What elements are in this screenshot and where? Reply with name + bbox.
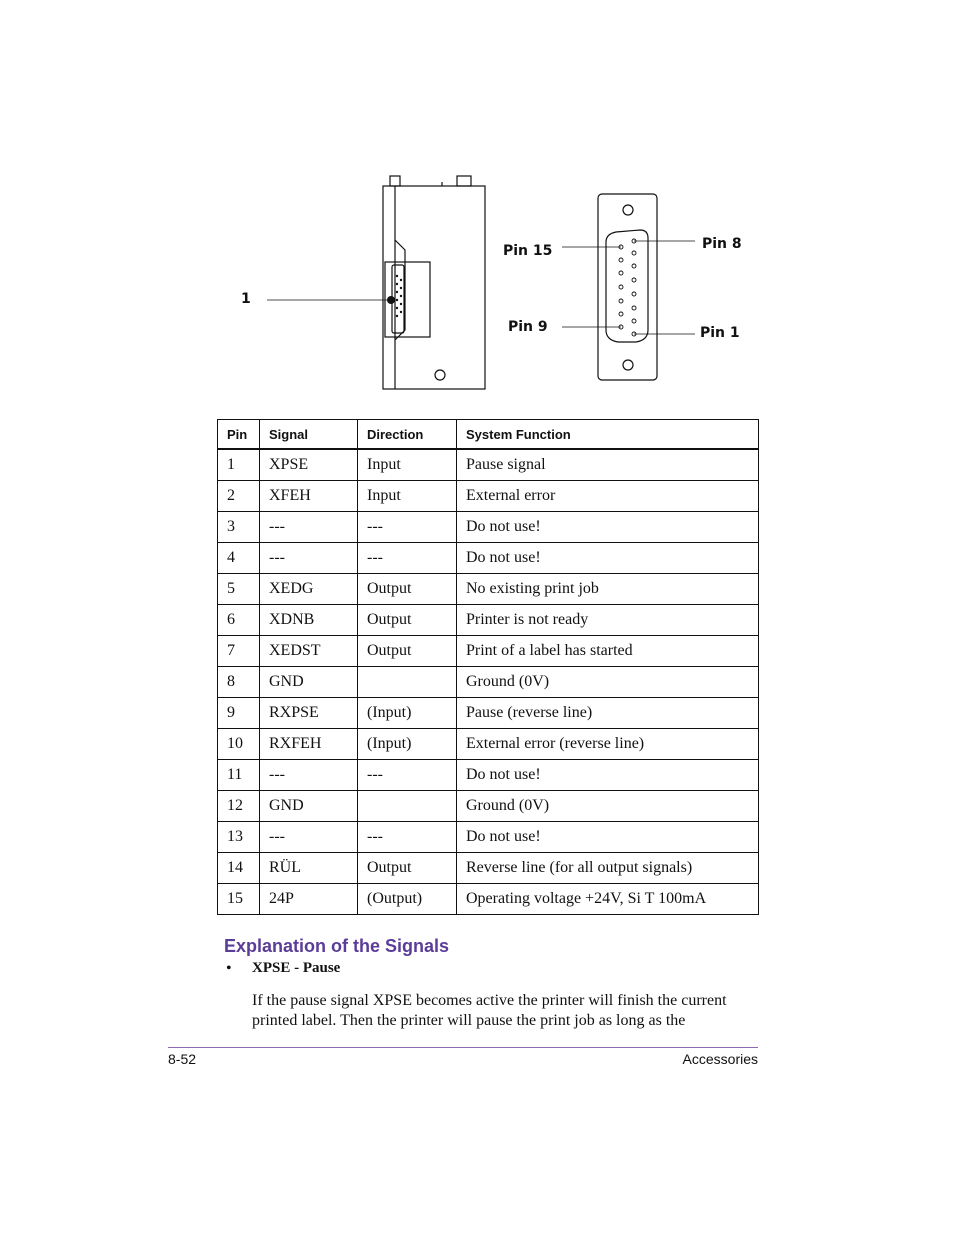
cell-direction: Input [358, 481, 457, 512]
table-row [218, 512, 759, 543]
cell-direction: --- [358, 760, 457, 791]
chapter-name: Accessories [682, 1051, 758, 1067]
bullet-marker: • [226, 960, 232, 977]
cell-pin: 5 [218, 574, 260, 605]
cell-signal: 24P [260, 884, 358, 915]
cell-direction: (Input) [358, 698, 457, 729]
table-row [218, 884, 759, 915]
cell-signal: XFEH [260, 481, 358, 512]
cell-direction [358, 667, 457, 698]
cell-direction: --- [358, 822, 457, 853]
header-pin: Pin [218, 420, 260, 450]
cell-pin: 14 [218, 853, 260, 884]
cell-pin: 8 [218, 667, 260, 698]
table-row [218, 605, 759, 636]
table-body [218, 449, 759, 915]
cell-direction: (Input) [358, 729, 457, 760]
cell-signal: --- [260, 512, 358, 543]
cell-signal: GND [260, 667, 358, 698]
cell-signal: --- [260, 822, 358, 853]
table-row [218, 853, 759, 884]
pin-leader-lines [562, 241, 695, 334]
pin-15-label: Pin 15 [503, 243, 553, 259]
table-row [218, 636, 759, 667]
cell-direction: Output [358, 574, 457, 605]
cell-signal: XDNB [260, 605, 358, 636]
db15-pins [619, 239, 636, 336]
cell-function: Printer is not ready [457, 605, 759, 636]
cell-signal: RXFEH [260, 729, 358, 760]
cell-direction: Output [358, 853, 457, 884]
cell-direction: --- [358, 543, 457, 574]
table-header-row [218, 420, 759, 450]
section-title: Explanation of the Signals [224, 936, 450, 956]
header-signal: Signal [260, 420, 358, 450]
table-row [218, 574, 759, 605]
cell-direction: Output [358, 636, 457, 667]
cell-pin: 11 [218, 760, 260, 791]
footer-divider [168, 1047, 758, 1048]
cell-signal: --- [260, 543, 358, 574]
cell-function: Operating voltage +24V, Si T 100mA [457, 884, 759, 915]
table-row [218, 822, 759, 853]
cell-function: No existing print job [457, 574, 759, 605]
table-row [218, 729, 759, 760]
cell-function: Do not use! [457, 543, 759, 574]
cell-function: Do not use! [457, 822, 759, 853]
callout-label-1: 1 [241, 291, 251, 307]
cell-pin: 12 [218, 791, 260, 822]
header-direction: Direction [358, 420, 457, 450]
pin-9-label: Pin 9 [508, 319, 548, 335]
cell-signal: --- [260, 760, 358, 791]
table-row [218, 667, 759, 698]
cell-signal: XEDG [260, 574, 358, 605]
cell-signal: GND [260, 791, 358, 822]
callout-dot [387, 296, 395, 304]
cell-signal: RXPSE [260, 698, 358, 729]
cell-signal: RÜL [260, 853, 358, 884]
cell-pin: 15 [218, 884, 260, 915]
cell-direction: Input [358, 449, 457, 481]
table-row [218, 449, 759, 481]
cell-function: Print of a label has started [457, 636, 759, 667]
table-row [218, 481, 759, 512]
table-row [218, 698, 759, 729]
cell-pin: 6 [218, 605, 260, 636]
page-number: 8-52 [168, 1051, 197, 1067]
cell-direction: (Output) [358, 884, 457, 915]
cell-function: Pause (reverse line) [457, 698, 759, 729]
cell-direction: Output [358, 605, 457, 636]
cell-direction [358, 791, 457, 822]
connector-drawing [230, 170, 770, 395]
cell-direction: --- [358, 512, 457, 543]
table-row [218, 543, 759, 574]
cell-function: Ground (0V) [457, 667, 759, 698]
body-paragraph: If the pause signal XPSE becomes active the printer will finish the current printed label. Then the printer will pause the print job as long as the [252, 992, 727, 1029]
device-outline [383, 176, 485, 389]
cell-pin: 13 [218, 822, 260, 853]
cell-pin: 10 [218, 729, 260, 760]
cell-signal: XPSE [260, 449, 358, 481]
cell-pin: 3 [218, 512, 260, 543]
cell-pin: 4 [218, 543, 260, 574]
cell-pin: 7 [218, 636, 260, 667]
table-row [218, 791, 759, 822]
cell-signal: XEDST [260, 636, 358, 667]
cell-function: Pause signal [457, 449, 759, 481]
cell-function: Ground (0V) [457, 791, 759, 822]
cell-function: Reverse line (for all output signals) [457, 853, 759, 884]
cell-pin: 1 [218, 449, 260, 481]
cell-function: External error [457, 481, 759, 512]
db15-connector [598, 194, 657, 380]
connector-figure [230, 170, 770, 395]
pin-assignment-table [217, 419, 759, 915]
cell-function: Do not use! [457, 760, 759, 791]
cell-function: External error (reverse line) [457, 729, 759, 760]
cell-pin: 9 [218, 698, 260, 729]
bullet-label: XPSE - Pause [252, 960, 341, 976]
table-row [218, 760, 759, 791]
pin-8-label: Pin 8 [702, 236, 742, 252]
cell-function: Do not use! [457, 512, 759, 543]
pin-1-label: Pin 1 [700, 325, 740, 341]
header-system-function: System Function [457, 420, 759, 450]
device-connector-pins [396, 275, 402, 317]
cell-pin: 2 [218, 481, 260, 512]
